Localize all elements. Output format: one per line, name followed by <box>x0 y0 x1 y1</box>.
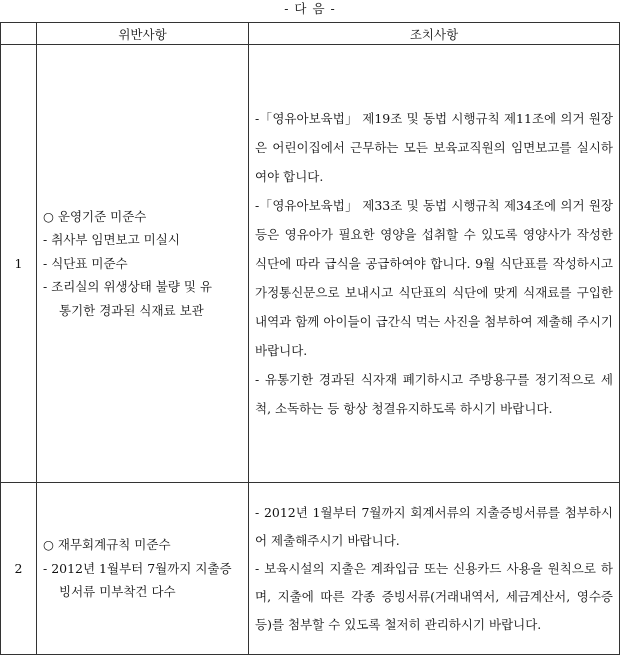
action-item: -「영유아보육법」 제19조 및 동법 시행규칙 제11조에 의거 원장은 어린이집에서 근무하는 모든 보육교직원의 임면보고를 실시하여야 합니다. <box>255 111 613 184</box>
violation-item: ○ 재무회계규칙 미준수 <box>43 537 171 553</box>
violation-item: - 취사부 임면보고 미실시 <box>43 232 180 248</box>
table-row <box>1 483 620 655</box>
violation-item-continued: 빙서류 미부착건 다수 <box>59 584 176 600</box>
violation-list <box>43 205 242 323</box>
violation-item: ○ 운영기준 미준수 <box>43 208 147 224</box>
action-cell <box>249 45 620 483</box>
column-header-no <box>1 23 37 45</box>
column-header-action: 조치사항 <box>249 23 620 45</box>
violation-cell <box>37 483 249 655</box>
violation-cell <box>37 45 249 483</box>
action-item: - 2012년 1월부터 7월까지 회계서류의 지출증빙서류를 첨부하시어 제출해주시기 바랍니다. <box>255 504 613 548</box>
action-item: -「영유아보육법」 제33조 및 동법 시행규칙 제34조에 의거 원장등은 영유아가 필요한 영양을 섭취할 수 있도록 영양사가 작성한 식단에 따라 급식을 공급하여야 합니다. 9월 식단표를 작성하시고 가정통신문으로 보내시고 식단표의 식단에 맞게 식재료를 구입한 내역과 함께 아이들이 급간식 먹는 사진을 첨부하여 제출해 주시기 바랍니다. <box>255 198 613 358</box>
inspection-results-table <box>0 22 620 655</box>
violation-item-continued: 통기한 경과된 식재료 보관 <box>59 302 204 318</box>
violation-item: - 조리실의 위생상태 불량 및 유 <box>43 279 212 295</box>
table-header-row <box>1 23 620 45</box>
row-number: 2 <box>1 483 37 655</box>
table-row <box>1 45 620 483</box>
violation-item: - 식단표 미준수 <box>43 255 128 271</box>
row-number: 1 <box>1 45 37 483</box>
action-item: - 유통기한 경과된 식자재 폐기하시고 주방용구를 정기적으로 세척, 소독하는 등 항상 청결유지하도록 하시기 바랍니다. <box>255 372 613 416</box>
action-list <box>255 499 613 639</box>
column-header-violation: 위반사항 <box>37 23 249 45</box>
violation-list <box>43 533 242 604</box>
violation-item: - 2012년 1월부터 7월까지 지출증 <box>43 560 232 576</box>
action-list <box>255 104 613 423</box>
action-cell <box>249 483 620 655</box>
action-item: - 보육시설의 지출은 계좌입금 또는 신용카드 사용을 원칙으로 하며, 지출에 따른 각종 증빙서류(거래내역서, 세금계산서, 영수증 등)를 첨부할 수 있도록 철저히 관리하시기 바랍니다. <box>255 560 613 632</box>
document-heading: - 다 음 - <box>284 1 336 16</box>
